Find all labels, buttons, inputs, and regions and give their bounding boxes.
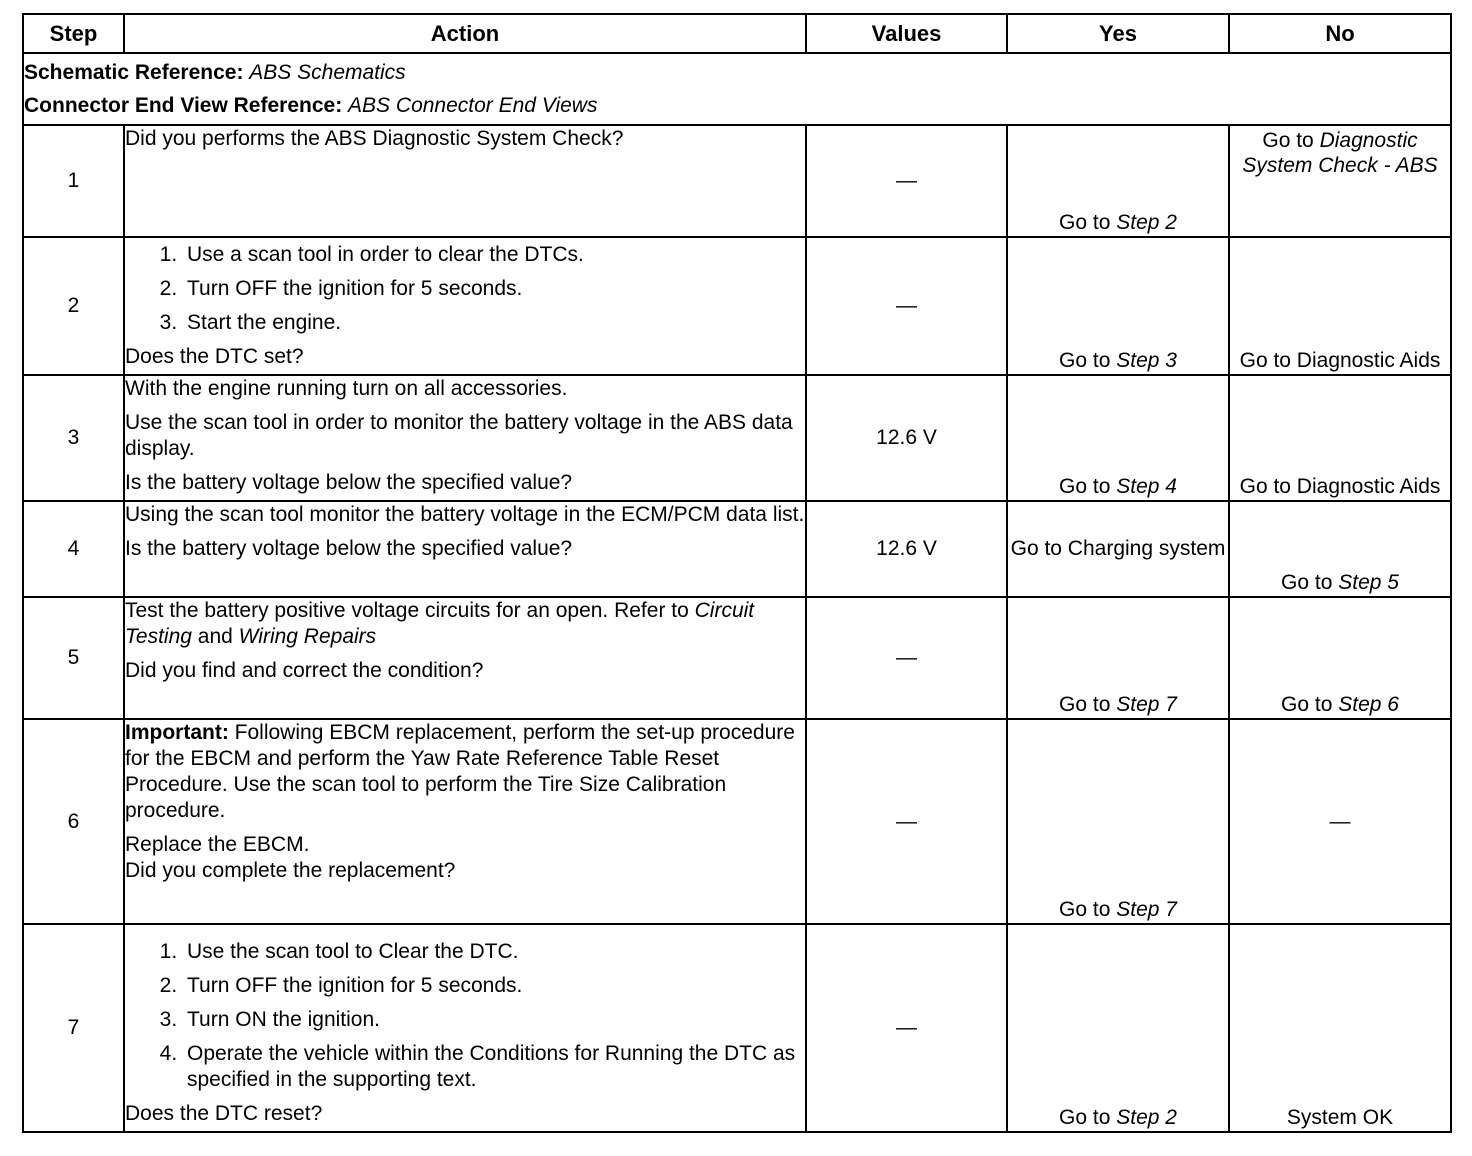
- yes-step-link[interactable]: Step 2: [1116, 211, 1177, 234]
- table-row: [23, 501, 1451, 597]
- no-cell: [1229, 501, 1451, 597]
- yes-cell: [1007, 924, 1229, 1132]
- action-cell: [124, 375, 806, 501]
- table-row: [23, 375, 1451, 501]
- action-cell: [124, 719, 806, 924]
- action-cell: [124, 924, 806, 1132]
- action-question: Is the battery voltage below the specified value?: [125, 537, 573, 560]
- action-question: Did you performs the ABS Diagnostic System Check?: [125, 127, 624, 150]
- no-prefix: Go to: [1281, 693, 1339, 716]
- yes-step-link[interactable]: Step 3: [1116, 349, 1177, 372]
- action-paragraph: [125, 598, 805, 650]
- action-cell: [124, 237, 806, 375]
- value-text: —: [896, 169, 917, 192]
- reference-row: [23, 53, 1451, 125]
- action-paragraph: With the engine running turn on all accessories.: [125, 377, 568, 400]
- action-question: Did you complete the replacement?: [125, 859, 456, 882]
- connector-reference-link[interactable]: ABS Connector End Views: [348, 94, 598, 117]
- header-row: [23, 14, 1451, 53]
- action-cell: [124, 597, 806, 719]
- value-cell: [806, 375, 1007, 501]
- table-row: [23, 237, 1451, 375]
- yes-cell: [1007, 597, 1229, 719]
- no-link[interactable]: Go to Diagnostic Aids: [1239, 349, 1441, 372]
- action-cell: [124, 125, 806, 237]
- yes-cell: [1007, 719, 1229, 924]
- value-cell: [806, 125, 1007, 237]
- action-question: Did you find and correct the condition?: [125, 659, 484, 682]
- list-item: 1. Use the scan tool to Clear the DTC.: [183, 939, 805, 965]
- list-item: 1. Use a scan tool in order to clear the DTCs.: [183, 242, 805, 268]
- action-paragraph: Use the scan tool in order to monitor the battery voltage in the ABS data display.: [125, 411, 793, 460]
- action-question: Does the DTC reset?: [125, 1102, 323, 1125]
- yes-step-link[interactable]: Step 4: [1116, 475, 1177, 498]
- yes-cell: [1007, 501, 1229, 597]
- action-text: Test the battery positive voltage circuits for an open. Refer to: [125, 599, 695, 622]
- yes-step-link[interactable]: Step 7: [1116, 898, 1177, 921]
- step-number: 2: [23, 237, 124, 375]
- action-question: Is the battery voltage below the specified value?: [125, 471, 573, 494]
- list-item: 4. Operate the vehicle within the Conditions for Running the DTC as specified in the supporting text.: [183, 1041, 805, 1093]
- yes-prefix: Go to: [1059, 349, 1117, 372]
- value-text: —: [896, 1016, 917, 1039]
- value-text: 12.6 V: [876, 426, 937, 449]
- table-row: [23, 719, 1451, 924]
- no-cell: [1229, 719, 1451, 924]
- no-prefix: Go to: [1262, 129, 1320, 152]
- header-action: Action: [124, 14, 806, 53]
- action-cell: [124, 501, 806, 597]
- no-step-link[interactable]: Step 5: [1338, 571, 1399, 594]
- no-cell: [1229, 597, 1451, 719]
- yes-cell: [1007, 125, 1229, 237]
- no-cell: [1229, 924, 1451, 1132]
- yes-prefix: Go to: [1059, 693, 1117, 716]
- no-link[interactable]: Diagnostic System Check - ABS: [1242, 129, 1438, 177]
- important-text: Following EBCM replacement, perform the set-up procedure for the EBCM and perform the Yaw Rate Reference Table Reset Procedure. Use the scan tool to perform the Tire Size Calibration procedure.: [125, 721, 795, 822]
- value-cell: [806, 237, 1007, 375]
- diagnostic-table: [22, 13, 1452, 1133]
- step-number: 7: [23, 924, 124, 1132]
- value-text: 12.6 V: [876, 537, 937, 560]
- important-label: Important:: [125, 721, 229, 744]
- step-number: 3: [23, 375, 124, 501]
- connector-reference-label: Connector End View Reference:: [24, 94, 343, 117]
- value-text: —: [896, 809, 917, 833]
- no-link[interactable]: Go to Diagnostic Aids: [1239, 475, 1441, 498]
- yes-step-link[interactable]: Step 7: [1116, 693, 1177, 716]
- yes-cell: [1007, 375, 1229, 501]
- header-yes: Yes: [1007, 14, 1229, 53]
- yes-prefix: Go to: [1059, 211, 1117, 234]
- action-paragraph: Using the scan tool monitor the battery voltage in the ECM/PCM data list.: [125, 503, 805, 526]
- value-cell: [806, 501, 1007, 597]
- action-text: and: [191, 625, 239, 648]
- wiring-repairs-link[interactable]: Wiring Repairs: [238, 625, 377, 648]
- step-number: 5: [23, 597, 124, 719]
- step-number: 1: [23, 125, 124, 237]
- value-cell: [806, 924, 1007, 1132]
- schematic-reference-link[interactable]: ABS Schematics: [249, 61, 406, 84]
- no-result: System OK: [1286, 1106, 1394, 1129]
- action-list: [125, 242, 805, 336]
- no-cell: [1229, 125, 1451, 237]
- no-step-link[interactable]: Step 6: [1338, 693, 1399, 716]
- no-cell: [1229, 375, 1451, 501]
- yes-link[interactable]: Go to Charging system: [1010, 537, 1226, 560]
- header-no: No: [1229, 14, 1451, 53]
- value-text: —: [896, 294, 917, 317]
- action-question: Does the DTC set?: [125, 345, 304, 368]
- action-paragraph: Replace the EBCM.: [125, 833, 310, 856]
- no-prefix: Go to: [1281, 571, 1339, 594]
- yes-step-link[interactable]: Step 2: [1116, 1106, 1177, 1129]
- yes-prefix: Go to: [1059, 898, 1117, 921]
- circuit-testing-link[interactable]: Circuit Testing: [125, 599, 755, 648]
- important-note: [125, 720, 805, 824]
- action-list: [125, 939, 805, 1093]
- header-step: Step: [23, 14, 124, 53]
- list-item: 3. Turn ON the ignition.: [183, 1007, 805, 1033]
- header-values: Values: [806, 14, 1007, 53]
- list-item: 2. Turn OFF the ignition for 5 seconds.: [183, 973, 805, 999]
- yes-prefix: Go to: [1059, 1106, 1117, 1129]
- no-cell: [1229, 237, 1451, 375]
- table-row: [23, 597, 1451, 719]
- reference-cell: [23, 53, 1451, 125]
- table-row: [23, 125, 1451, 237]
- value-cell: [806, 719, 1007, 924]
- schematic-reference: [24, 56, 1450, 89]
- step-number: 6: [23, 719, 124, 924]
- connector-reference: [24, 89, 1450, 122]
- value-cell: [806, 597, 1007, 719]
- step-number: 4: [23, 501, 124, 597]
- value-text: —: [896, 646, 917, 669]
- yes-cell: [1007, 237, 1229, 375]
- table-row: [23, 924, 1451, 1132]
- no-value: —: [1329, 809, 1351, 833]
- list-item: 3. Start the engine.: [183, 310, 805, 336]
- schematic-reference-label: Schematic Reference:: [24, 61, 244, 84]
- yes-prefix: Go to: [1059, 475, 1117, 498]
- list-item: 2. Turn OFF the ignition for 5 seconds.: [183, 276, 805, 302]
